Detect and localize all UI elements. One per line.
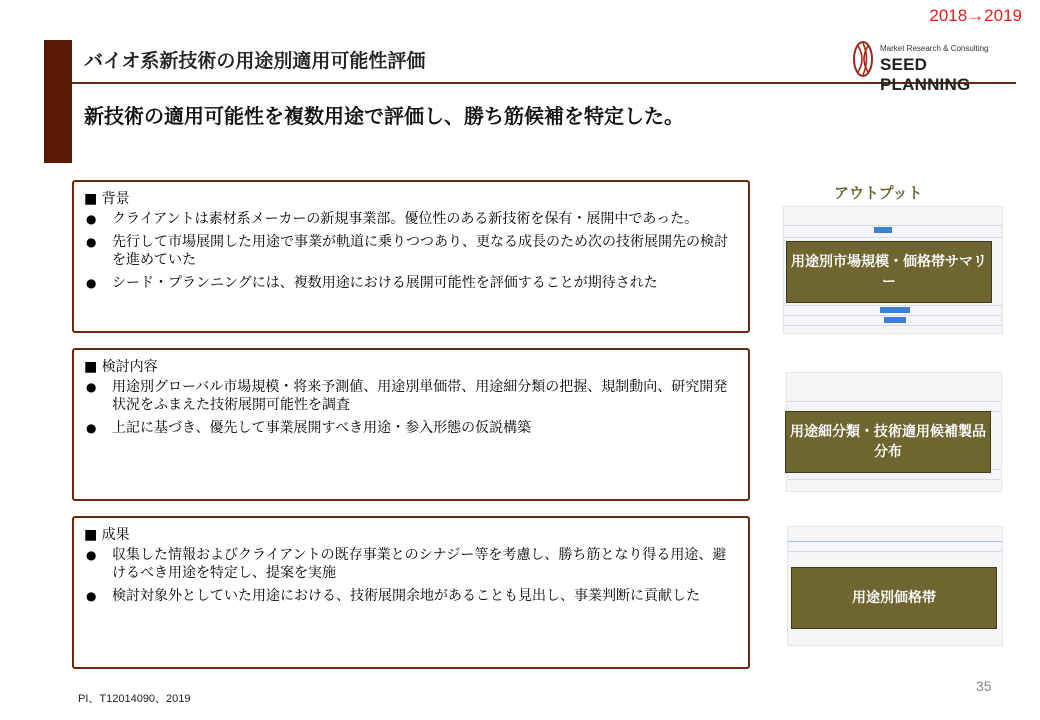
list-item: ● 先行して市場展開した用途で事業が軌道に乗りつつあり、更なる成長のため次の技術展開先の検討を進めていた bbox=[86, 233, 736, 269]
bullet-list bbox=[86, 546, 736, 610]
bullet-list bbox=[86, 210, 736, 297]
bullet-list bbox=[86, 378, 736, 442]
list-item: ● クライアントは素材系メーカーの新規事業部。優位性のある新技術を保有・展開中であった。 bbox=[86, 210, 736, 228]
title-divider bbox=[72, 82, 1016, 84]
page-title: バイオ系新技術の用途別適用可能性評価 bbox=[84, 50, 426, 72]
section-heading: ■ 検討内容 bbox=[84, 359, 158, 375]
section-heading: ■ 成果 bbox=[84, 527, 130, 543]
year-range: 2018→2019 bbox=[929, 6, 1022, 25]
section-background bbox=[72, 180, 750, 333]
seed-planning-logo bbox=[848, 38, 1018, 94]
footer-reference: PI、T12014090、2019 bbox=[78, 693, 191, 705]
section-heading: ■ 背景 bbox=[84, 191, 130, 207]
logo-name: SEED PLANNING bbox=[880, 55, 971, 94]
section-results bbox=[72, 516, 750, 669]
list-item: ● 用途別グローバル市場規模・将来予測値、用途別単価帯、用途細分類の把握、規制動向、研究開発状況をふまえた技術展開可能性を調査 bbox=[86, 378, 736, 414]
page-number: 35 bbox=[976, 678, 992, 694]
output-item: 用途別価格帯 bbox=[791, 567, 997, 629]
logo-mark-icon bbox=[852, 40, 874, 78]
output-item: 用途細分類・技術適用候補製品分布 bbox=[785, 411, 991, 473]
list-item: ● シード・プランニングには、複数用途における展開可能性を評価することが期待された bbox=[86, 274, 736, 292]
output-item: 用途別市場規模・価格帯サマリー bbox=[786, 241, 992, 303]
list-item: ● 上記に基づき、優先して事業展開すべき用途・参入形態の仮説構築 bbox=[86, 419, 736, 437]
list-item: ● 収集した情報およびクライアントの既存事業とのシナジー等を考慮し、勝ち筋となり得る用途、避けるべき用途を特定し、提案を実施 bbox=[86, 546, 736, 582]
section-study-content bbox=[72, 348, 750, 501]
list-item: ● 検討対象外としていた用途における、技術展開余地があることも見出し、事業判断に貢献した bbox=[86, 587, 736, 605]
outputs-label: アウトプット bbox=[834, 184, 923, 202]
page-subtitle: 新技術の適用可能性を複数用途で評価し、勝ち筋候補を特定した。 bbox=[84, 104, 684, 128]
logo-tagline: Market Research & Consulting bbox=[880, 44, 989, 53]
title-accent-bar bbox=[44, 40, 72, 163]
